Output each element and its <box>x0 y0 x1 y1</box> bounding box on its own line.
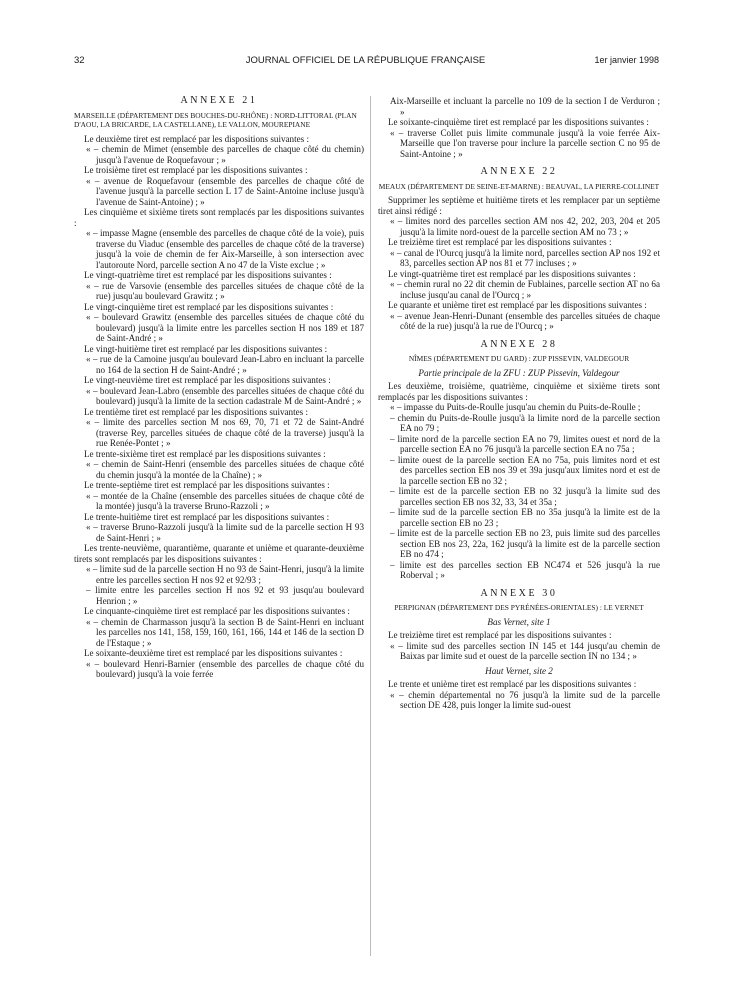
list-item: – limite entre les parcelles section H nos 92 et 93 jusqu'au boulevard Henrion ; » <box>86 585 364 606</box>
list-item: « – boulevard Henri-Barnier (ensemble des parcelles de chaque côté du boulevard) jusqu'à la voie ferrée <box>86 658 364 679</box>
list-item: – limite sud de la parcelle section EB no 35a jusqu'à la limite est de la parcelle section EB no 23 ; <box>390 507 660 528</box>
paragraph: Le vingt-huitième tiret est remplacé par les dispositions suivantes : <box>84 343 328 354</box>
paragraph: Le vingt-cinquième tiret est remplacé par les dispositions suivantes : <box>84 301 334 312</box>
list-item: – limite est de la parcelle section EB no 32 jusqu'à la limite sud des parcelles section EB nos 32, 33, 34 et 35a ; <box>390 486 660 507</box>
list-item: « – limite sud de la parcelle section H no 93 de Saint-Henri, jusqu'à la limite entre les parcelles section H nos 92 et 92/93 ; <box>86 564 364 585</box>
paragraph: Le soixante-cinquième tiret est remplacé par les dispositions suivantes : <box>388 117 649 127</box>
list-item: « – limite des parcelles section M nos 69, 70, 71 et 72 de Saint-André (traverse Rey, parcelles situées de chaque côté de la traverse) jusqu'à la rue Renée-Pontet ; » <box>86 417 364 448</box>
paragraph: Le trente-huitième tiret est remplacé par les dispositions suivantes : <box>84 511 330 522</box>
list-item: « – boulevard Grawitz (ensemble des parcelles situées de chaque côté du boulevard) jusqu'à la limite entre les parcelles section H nos 189 et 187 de Saint-André ; » <box>86 312 364 343</box>
paragraph: Le soixante-deuxième tiret est remplacé par les dispositions suivantes : <box>84 648 343 658</box>
page-number: 32 <box>74 55 85 66</box>
paragraph: Le deuxième tiret est remplacé par les dispositions suivantes : <box>84 133 310 144</box>
paragraph: Le treizième tiret est remplacé par les dispositions suivantes : <box>388 237 612 247</box>
list-item: – limite ouest de la parcelle section EA no 75a, puis limites nord et est des parcelles section EB nos 39 et 39a jusqu'aux limites nord et est de la parcelle section EB no 32 ; <box>390 454 660 486</box>
list-item: « – impasse du Puits-de-Roulle jusqu'au chemin du Puits-de-Roulle ; <box>390 402 641 412</box>
list-item: « – chemin de Mimet (ensemble des parcelles de chaque côté du chemin) jusqu'à l'avenue de Roquefavour ; » <box>86 144 364 165</box>
list-item: – limite nord de la parcelle section EA no 79, limites ouest et nord de la parcelle section EA no 76 jusqu'à la parcelle section EA no 75a ; <box>390 433 660 454</box>
annex-30-location: PERPIGNAN (DÉPARTEMENT DES PYRÉNÉES-ORIENTALES) : LE VERNET <box>394 603 644 612</box>
paragraph: Le cinquante-cinquième tiret est remplacé par les dispositions suivantes : <box>84 606 350 616</box>
paragraph: Le vingt-quatrième tiret est remplacé par les dispositions suivantes : <box>388 268 636 279</box>
annex-21-location: MARSEILLE (DÉPARTEMENT DES BOUCHES-DU-RHÔNE) : NORD-LITTORAL (PLAN D'AOU, LA BRICARDE, LA CASTELLANE), LE VALLON, MOUREPIANE <box>74 110 357 129</box>
list-item: « – impasse Magne (ensemble des parcelles de chaque côté de la voie), puis traverse du Viaduc (ensemble des parcelles de chaque côté de la traverse) jusqu'à la voie de chemin de fer Aix-Marseille, à son intersection avec l'autoroute Nord, parcelle section A no 47 de la Viste exclue ; » <box>86 228 364 270</box>
paragraph: Supprimer les septième et huitième tirets et les remplacer par un septième tiret ainsi rédigé : <box>378 195 660 216</box>
paragraph: Le vingt-neuvième tiret est remplacé par les dispositions suivantes : <box>84 375 331 385</box>
zfu-subtitle: Partie principale de la ZFU : ZUP Pissevin, Valdegour <box>418 367 620 378</box>
paragraph: Le vingt-quatrième tiret est remplacé par les dispositions suivantes : <box>84 270 332 280</box>
page-header <box>0 55 731 69</box>
list-item: « – chemin de Saint-Henri (ensemble des parcelles situées de chaque côté du chemin jusqu'à la montée de la Chaîne) ; » <box>86 459 364 480</box>
list-item: « – boulevard Jean-Labro (ensemble des parcelles situées de chaque côté du boulevard) jusqu'à la limite de la section cadastrale M de Saint-André ; » <box>86 385 364 406</box>
paragraph: Le treizième tiret est remplacé par les dispositions suivantes : <box>388 630 612 640</box>
annex-28-location: NÎMES (DÉPARTEMENT DU GARD) : ZUP PISSEVIN, VALDEGOUR <box>408 354 630 363</box>
paragraph: Le quarante et unième tiret est remplacé par les dispositions suivantes : <box>388 300 647 310</box>
paragraph: Le trente-septième tiret est remplacé par les dispositions suivantes : <box>84 480 330 490</box>
list-item: « – chemin rural no 22 dit chemin de Fublaines, parcelle section AT no 6a incluse jusqu'au canal de l'Ourcq ; » <box>390 279 660 300</box>
paragraph: Les trente-neuvième, quarantième, quarante et unième et quarante-deuxième tirets sont remplacés par les dispositions suivantes : <box>74 543 364 564</box>
annex-28-title: ANNEXE 28 <box>480 338 558 350</box>
list-item: « – rue de la Camoine jusqu'au boulevard Jean-Labro en incluant la parcelle no 164 de la section H de Saint-André ; » <box>86 354 364 375</box>
left-column <box>74 96 364 680</box>
journal-title: JOURNAL OFFICIEL DE LA RÉPUBLIQUE FRANÇAISE <box>245 55 486 66</box>
site-2-subtitle: Haut Vernet, site 2 <box>485 665 553 676</box>
list-item: « – chemin de Charmasson jusqu'à la section B de Saint-Henri en incluant les parcelles nos 141, 158, 159, 160, 161, 166, 144 et 146 de la section D de l'Estaque ; » <box>86 616 364 648</box>
list-item: « – rue de Varsovie (ensemble des parcelles situées de chaque côté de la rue) jusqu'au boulevard Grawitz ; » <box>86 280 364 301</box>
annex-22-title: ANNEXE 22 <box>480 166 558 177</box>
list-item: – chemin du Puits-de-Roulle jusqu'à la limite nord de la parcelle section EA no 79 ; <box>390 412 660 433</box>
list-item: « – avenue de Roquefavour (ensemble des parcelles de chaque côté de l'avenue jusqu'à la parcelle section L 17 de Saint-Antoine incluse jusqu'à l'avenue de Saint-Antoine) ; » <box>86 175 364 207</box>
list-item: « – traverse Bruno-Razzoli jusqu'à la limite sud de la parcelle section H 93 de Saint-Henri ; » <box>86 522 364 543</box>
paragraph: Le trente-sixième tiret est remplacé par les dispositions suivantes : <box>84 448 326 459</box>
paragraph: Le trentième tiret est remplacé par les dispositions suivantes : <box>84 406 308 417</box>
paragraph: Le troisième tiret est remplacé par les dispositions suivantes : <box>84 165 308 175</box>
paragraph: Les deuxième, troisième, quatrième, cinquième et sixième tirets sont remplacés par les dispositions suivantes : <box>378 381 660 402</box>
annex-22-location: MEAUX (DÉPARTEMENT DE SEINE-ET-MARNE) : BEAUVAL, LA PIERRE-COLLINET <box>378 181 660 191</box>
list-item: « – traverse Collet puis limite communale jusqu'à la voie ferrée Aix-Marseille que l'on traverse pour inclure la parcelle section C no 95 de Saint-Antoine ; » <box>390 127 660 159</box>
list-item: « – limites nord des parcelles section AM nos 42, 202, 203, 204 et 205 jusqu'à la limite nord-ouest de la parcelle section AM no 73 ; » <box>390 216 660 237</box>
list-item: « – canal de l'Ourcq jusqu'à la limite nord, parcelles section AP nos 192 et 83, parcelles section AP nos 81 et 77 incluses ; » <box>390 247 660 268</box>
site-1-subtitle: Bas Vernet, site 1 <box>487 616 551 627</box>
annex-30-title: ANNEXE 30 <box>480 587 558 599</box>
paragraph: Le trente et unième tiret est remplacé par les dispositions suivantes : <box>388 679 637 689</box>
list-item: « – avenue Jean-Henri-Dunant (ensemble des parcelles situées de chaque côté de la rue) jusqu'à la rue de l'Ourcq ; » <box>390 310 660 331</box>
annex-21-title: ANNEXE 21 <box>180 95 258 106</box>
column-divider <box>370 96 371 956</box>
list-item: – limite est de la parcelle section EB no 23, puis limite sud des parcelles section EB nos 23, 22a, 162 jusqu'à la limite est de la parcelle section EB no 474 ; <box>390 528 660 559</box>
list-item: « – chemin départemental no 76 jusqu'à la limite sud de la parcelle section DE 428, puis longer la limite sud-ouest <box>390 689 660 710</box>
issue-date: 1er janvier 1998 <box>594 55 659 65</box>
right-column <box>378 96 660 711</box>
list-item-continuation: Aix-Marseille et incluant la parcelle no 109 de la section I de Verduron ; » <box>390 96 660 117</box>
list-item: – limite est des parcelles section EB NC474 et 526 jusqu'à la rue Roberval ; » <box>390 559 660 580</box>
list-item: « – montée de la Chaîne (ensemble des parcelles situées de chaque côté de la montée) jusqu'à la traverse Bruno-Razzoli ; » <box>86 490 364 511</box>
paragraph: Les cinquième et sixième tirets sont remplacés par les dispositions suivantes : <box>74 207 364 228</box>
list-item: « – limite sud des parcelles section IN 145 et 144 jusqu'au chemin de Baixas par limite sud et ouest de la parcelle section IN no 134 ; » <box>390 640 660 661</box>
